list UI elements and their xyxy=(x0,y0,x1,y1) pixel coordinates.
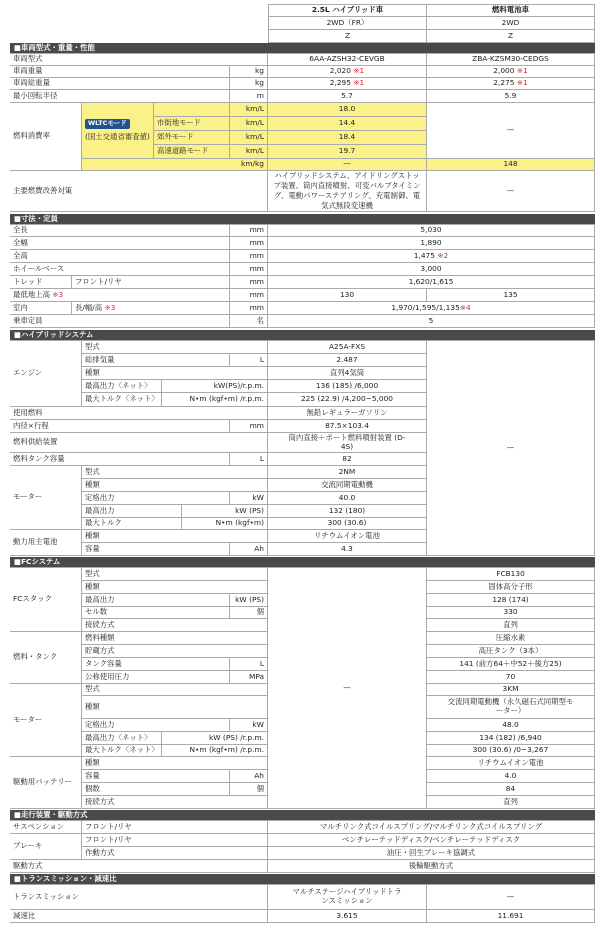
value xyxy=(268,66,427,78)
value: 5.9 xyxy=(427,90,595,103)
label: 型式 xyxy=(82,568,268,581)
label: 最小回転半径 xyxy=(10,90,230,103)
unit: km/L xyxy=(230,103,268,117)
unit: kW(PS)/r.p.m. xyxy=(162,380,268,393)
value: 84 xyxy=(427,783,595,796)
grade-hybrid: Z xyxy=(268,30,427,43)
label: 市街地モード xyxy=(154,117,230,131)
unit: mm xyxy=(230,237,268,250)
value: 134 (182) /6,940 xyxy=(427,732,595,745)
footnote-mark: ※1 xyxy=(516,66,528,76)
value: 18.4 xyxy=(268,131,427,145)
label: 車両重量 xyxy=(10,66,230,78)
label: 種類 xyxy=(82,581,268,594)
label: 種類 xyxy=(82,530,268,543)
drive-hybrid: 2WD（FR） xyxy=(268,17,427,30)
value: 1,620/1,615 xyxy=(268,276,595,289)
unit: mm xyxy=(230,263,268,276)
unit: mm xyxy=(230,276,268,289)
value: 11.691 xyxy=(427,910,595,923)
unit: L xyxy=(230,354,268,367)
value: 4.3 xyxy=(268,543,427,556)
value: 300 (30.6) /0~3,267 xyxy=(427,745,595,757)
unit: 個 xyxy=(230,783,268,796)
drive-battery-label: 駆動用バッテリー xyxy=(10,757,82,809)
unit: Ah xyxy=(230,543,268,556)
unit: kg xyxy=(230,78,268,90)
sub-label: フロント/リヤ xyxy=(82,834,268,847)
fuel-authority: (国土交通省審査値) xyxy=(85,131,150,141)
label: タンク容量 xyxy=(82,658,230,671)
col-header-hybrid: 2.5L ハイブリッド車 xyxy=(268,4,427,17)
value-dash: — xyxy=(427,885,595,910)
value: 後輪駆動方式 xyxy=(268,860,595,873)
value-text: 2,020 xyxy=(329,66,351,76)
section-chassis: ■走行装置・駆動方式 xyxy=(10,810,595,821)
value: 132 (180) xyxy=(268,505,427,518)
value: 14.4 xyxy=(268,117,427,131)
label: 定格出力 xyxy=(82,492,230,505)
value: 70 xyxy=(427,671,595,684)
section-transmission: ■トランスミッション・減速比 xyxy=(10,874,595,885)
unit: km/L xyxy=(230,131,268,145)
grade-fcev: Z xyxy=(427,30,595,43)
value: 5,030 xyxy=(268,225,595,237)
value: 3KM xyxy=(427,684,595,696)
footnote-mark: ※2 xyxy=(437,250,449,260)
value: 148 xyxy=(427,159,595,171)
label: 容量 xyxy=(82,543,230,556)
unit: N•m (kgf•m) /r.p.m. xyxy=(162,745,268,757)
value: A25A-FXS xyxy=(268,341,427,354)
fuel-label: 燃料消費率 xyxy=(10,103,82,171)
wltc-cell xyxy=(82,103,154,159)
wltc-badge: WLTCモード xyxy=(85,119,130,129)
unit: kW xyxy=(230,492,268,505)
label: ホイールベース xyxy=(10,263,230,276)
label: 内径×行程 xyxy=(10,420,230,433)
unit: mm xyxy=(230,302,268,315)
value: 高圧タンク（3本） xyxy=(427,645,595,658)
unit: kg xyxy=(230,66,268,78)
value xyxy=(268,78,427,90)
sub-label-text: 長/幅/高 xyxy=(75,302,103,312)
label: 種類 xyxy=(82,479,268,492)
unit: kW (PS) /r.p.m. xyxy=(162,732,268,745)
label: 燃料種類 xyxy=(82,632,268,645)
value xyxy=(268,250,595,263)
value: 1,890 xyxy=(268,237,595,250)
value: 19.7 xyxy=(268,145,427,159)
value: 直列 xyxy=(427,796,595,809)
label: セル数 xyxy=(82,607,230,619)
value: リチウムイオン電池 xyxy=(427,757,595,770)
sub-label: フロント/リヤ xyxy=(82,821,268,834)
value: 136 (185) /6,000 xyxy=(268,380,427,393)
value-dash: — xyxy=(427,171,595,212)
footnote-mark: ※1 xyxy=(353,78,365,88)
value: ハイブリッドシステム、アイドリングストップ装置、筒内直接噴射、可変バルブタイミング、電動パワーステアリング、充電制御、電気式無段変速機 xyxy=(268,171,427,212)
sub-label: フロント/リヤ xyxy=(72,276,230,289)
unit: km/L xyxy=(230,117,268,131)
label: 貯蔵方式 xyxy=(82,645,268,658)
label: ブレーキ xyxy=(10,834,82,860)
sub-label xyxy=(72,302,230,315)
label-text: 最低地上高 xyxy=(13,289,50,299)
value: — xyxy=(268,159,427,171)
section-performance: ■車両型式・重量・性能 xyxy=(10,43,595,54)
value: マルチリンク式コイルスプリング/マルチリンク式コイルスプリング xyxy=(268,821,595,834)
label: 車両総重量 xyxy=(10,78,230,90)
footnote-mark: ※3 xyxy=(52,289,64,299)
value: 2.487 xyxy=(268,354,427,367)
label: 接続方式 xyxy=(82,619,268,632)
value: FCB130 xyxy=(427,568,595,581)
unit: m xyxy=(230,90,268,103)
label: 燃料タンク容量 xyxy=(10,453,230,466)
value-text: 2,275 xyxy=(493,78,515,88)
mode-blank xyxy=(154,103,230,117)
label: 郊外モード xyxy=(154,131,230,145)
label: 最大トルク〈ネット〉 xyxy=(82,745,162,757)
value: 135 xyxy=(427,289,595,302)
value: 交流同期電動機（永久磁石式同期型モーター） xyxy=(427,696,595,719)
label: 主要燃費改善対策 xyxy=(10,171,268,212)
stack-label: FCスタック xyxy=(10,568,82,632)
section-dimensions: ■寸法・定員 xyxy=(10,214,595,225)
value: 直列4気筒 xyxy=(268,367,427,380)
label: 最高出力〈ネット〉 xyxy=(82,732,162,745)
value: 40.0 xyxy=(268,492,427,505)
label: 燃料供給装置 xyxy=(10,433,268,453)
footnote-mark: ※4 xyxy=(459,302,471,312)
unit: mm xyxy=(230,225,268,237)
value: 300 (30.6) xyxy=(268,518,427,530)
unit: 個 xyxy=(230,607,268,619)
label: 種類 xyxy=(82,367,268,380)
label: 使用燃料 xyxy=(10,407,268,420)
value-text: 1,970/1,595/1,135 xyxy=(391,302,460,312)
label: 個数 xyxy=(82,783,230,796)
value: 圧縮水素 xyxy=(427,632,595,645)
section-hybrid: ■ハイブリッドシステム xyxy=(10,330,595,341)
label: 接続方式 xyxy=(82,796,268,809)
drive-fcev: 2WD xyxy=(427,17,595,30)
footnote-mark: ※1 xyxy=(353,66,365,76)
unit: L xyxy=(230,658,268,671)
label: 最高出力〈ネット〉 xyxy=(82,380,162,393)
unit: mm xyxy=(230,250,268,263)
value: 固体高分子形 xyxy=(427,581,595,594)
tank-label: 燃料・タンク xyxy=(10,632,82,684)
value: 無鉛レギュラーガソリン xyxy=(268,407,427,420)
value: 130 xyxy=(268,289,427,302)
footnote-mark: ※1 xyxy=(516,78,528,88)
unit: kW (PS) xyxy=(182,505,268,518)
value xyxy=(268,302,595,315)
label: 容量 xyxy=(82,770,230,783)
unit: L xyxy=(230,453,268,466)
label: トランスミッション xyxy=(10,885,268,910)
value: 330 xyxy=(427,607,595,619)
battery-label: 動力用主電池 xyxy=(10,530,82,556)
label: 型式 xyxy=(82,466,268,479)
label: 乗車定員 xyxy=(10,315,230,328)
unit: mm xyxy=(230,420,268,433)
unit: MPa xyxy=(230,671,268,684)
label: 全高 xyxy=(10,250,230,263)
label: 全長 xyxy=(10,225,230,237)
value-text: 1,475 xyxy=(413,250,435,260)
label: 高速道路モード xyxy=(154,145,230,159)
label: 最大トルク〈ネット〉 xyxy=(82,393,162,407)
label: サスペンション xyxy=(10,821,82,834)
label: 公称使用圧力 xyxy=(82,671,230,684)
label: トレッド xyxy=(10,276,72,289)
label: 総排気量 xyxy=(82,354,230,367)
unit: km/kg xyxy=(82,159,268,171)
value: 82 xyxy=(268,453,427,466)
unit: mm xyxy=(230,289,268,302)
label: 車両型式 xyxy=(10,54,268,66)
engine-label: エンジン xyxy=(10,341,82,407)
value-dash: — xyxy=(268,568,427,809)
value: 3.615 xyxy=(268,910,427,923)
value: 225 (22.9) /4,200~5,000 xyxy=(268,393,427,407)
value-dash: — xyxy=(427,341,595,556)
value: 5 xyxy=(268,315,595,328)
unit: 名 xyxy=(230,315,268,328)
label: 室内 xyxy=(10,302,72,315)
value: 141 (前方64＋中52＋後方25) xyxy=(427,658,595,671)
unit: kW (PS) xyxy=(230,594,268,607)
unit: Ah xyxy=(230,770,268,783)
label: 駆動方式 xyxy=(10,860,268,873)
label: 種類 xyxy=(82,696,268,719)
unit: N•m (kgf•m) xyxy=(182,518,268,530)
fc-motor-label: モーター xyxy=(10,684,82,757)
value: 128 (174) xyxy=(427,594,595,607)
unit: km/L xyxy=(230,145,268,159)
label: 全幅 xyxy=(10,237,230,250)
value: 交流同期電動機 xyxy=(268,479,427,492)
value: 6AA-AZSH32-CEVGB xyxy=(268,54,427,66)
sub-label: 作動方式 xyxy=(82,847,268,860)
value xyxy=(427,66,595,78)
label: 種類 xyxy=(82,757,268,770)
label: 最高出力 xyxy=(82,594,230,607)
value: 直列 xyxy=(427,619,595,632)
value xyxy=(427,78,595,90)
section-fc: ■FCシステム xyxy=(10,557,595,568)
col-header-fcev: 燃料電池車 xyxy=(427,4,595,17)
label: 最大トルク xyxy=(82,518,182,530)
value: 3,000 xyxy=(268,263,595,276)
value: 4.0 xyxy=(427,770,595,783)
label: 型式 xyxy=(82,341,268,354)
value: 筒内直接＋ポート燃料噴射装置 (D-4S) xyxy=(268,433,427,453)
label: 定格出力 xyxy=(82,719,230,732)
value-text: 2,000 xyxy=(493,66,515,76)
value-dash: — xyxy=(427,103,595,159)
value: 87.5×103.4 xyxy=(268,420,427,433)
label: 型式 xyxy=(82,684,268,696)
value: ZBA-KZSM30-CEDGS xyxy=(427,54,595,66)
label: 最高出力 xyxy=(82,505,182,518)
value: 油圧・回生ブレーキ協調式 xyxy=(268,847,595,860)
label xyxy=(10,289,230,302)
motor-label: モーター xyxy=(10,466,82,530)
value-text: 2,295 xyxy=(329,78,351,88)
label: 減速比 xyxy=(10,910,268,923)
value: 2NM xyxy=(268,466,427,479)
footnote-mark: ※3 xyxy=(104,302,116,312)
unit: kW xyxy=(230,719,268,732)
value: リチウムイオン電池 xyxy=(268,530,427,543)
value: 18.0 xyxy=(268,103,427,117)
value: 5.7 xyxy=(268,90,427,103)
value: 48.0 xyxy=(427,719,595,732)
unit: N•m (kgf•m) /r.p.m. xyxy=(162,393,268,407)
value: マルチステージハイブリッドトランスミッション xyxy=(268,885,427,910)
value: ベンチレーテッドディスク/ベンチレーテッドディスク xyxy=(268,834,595,847)
